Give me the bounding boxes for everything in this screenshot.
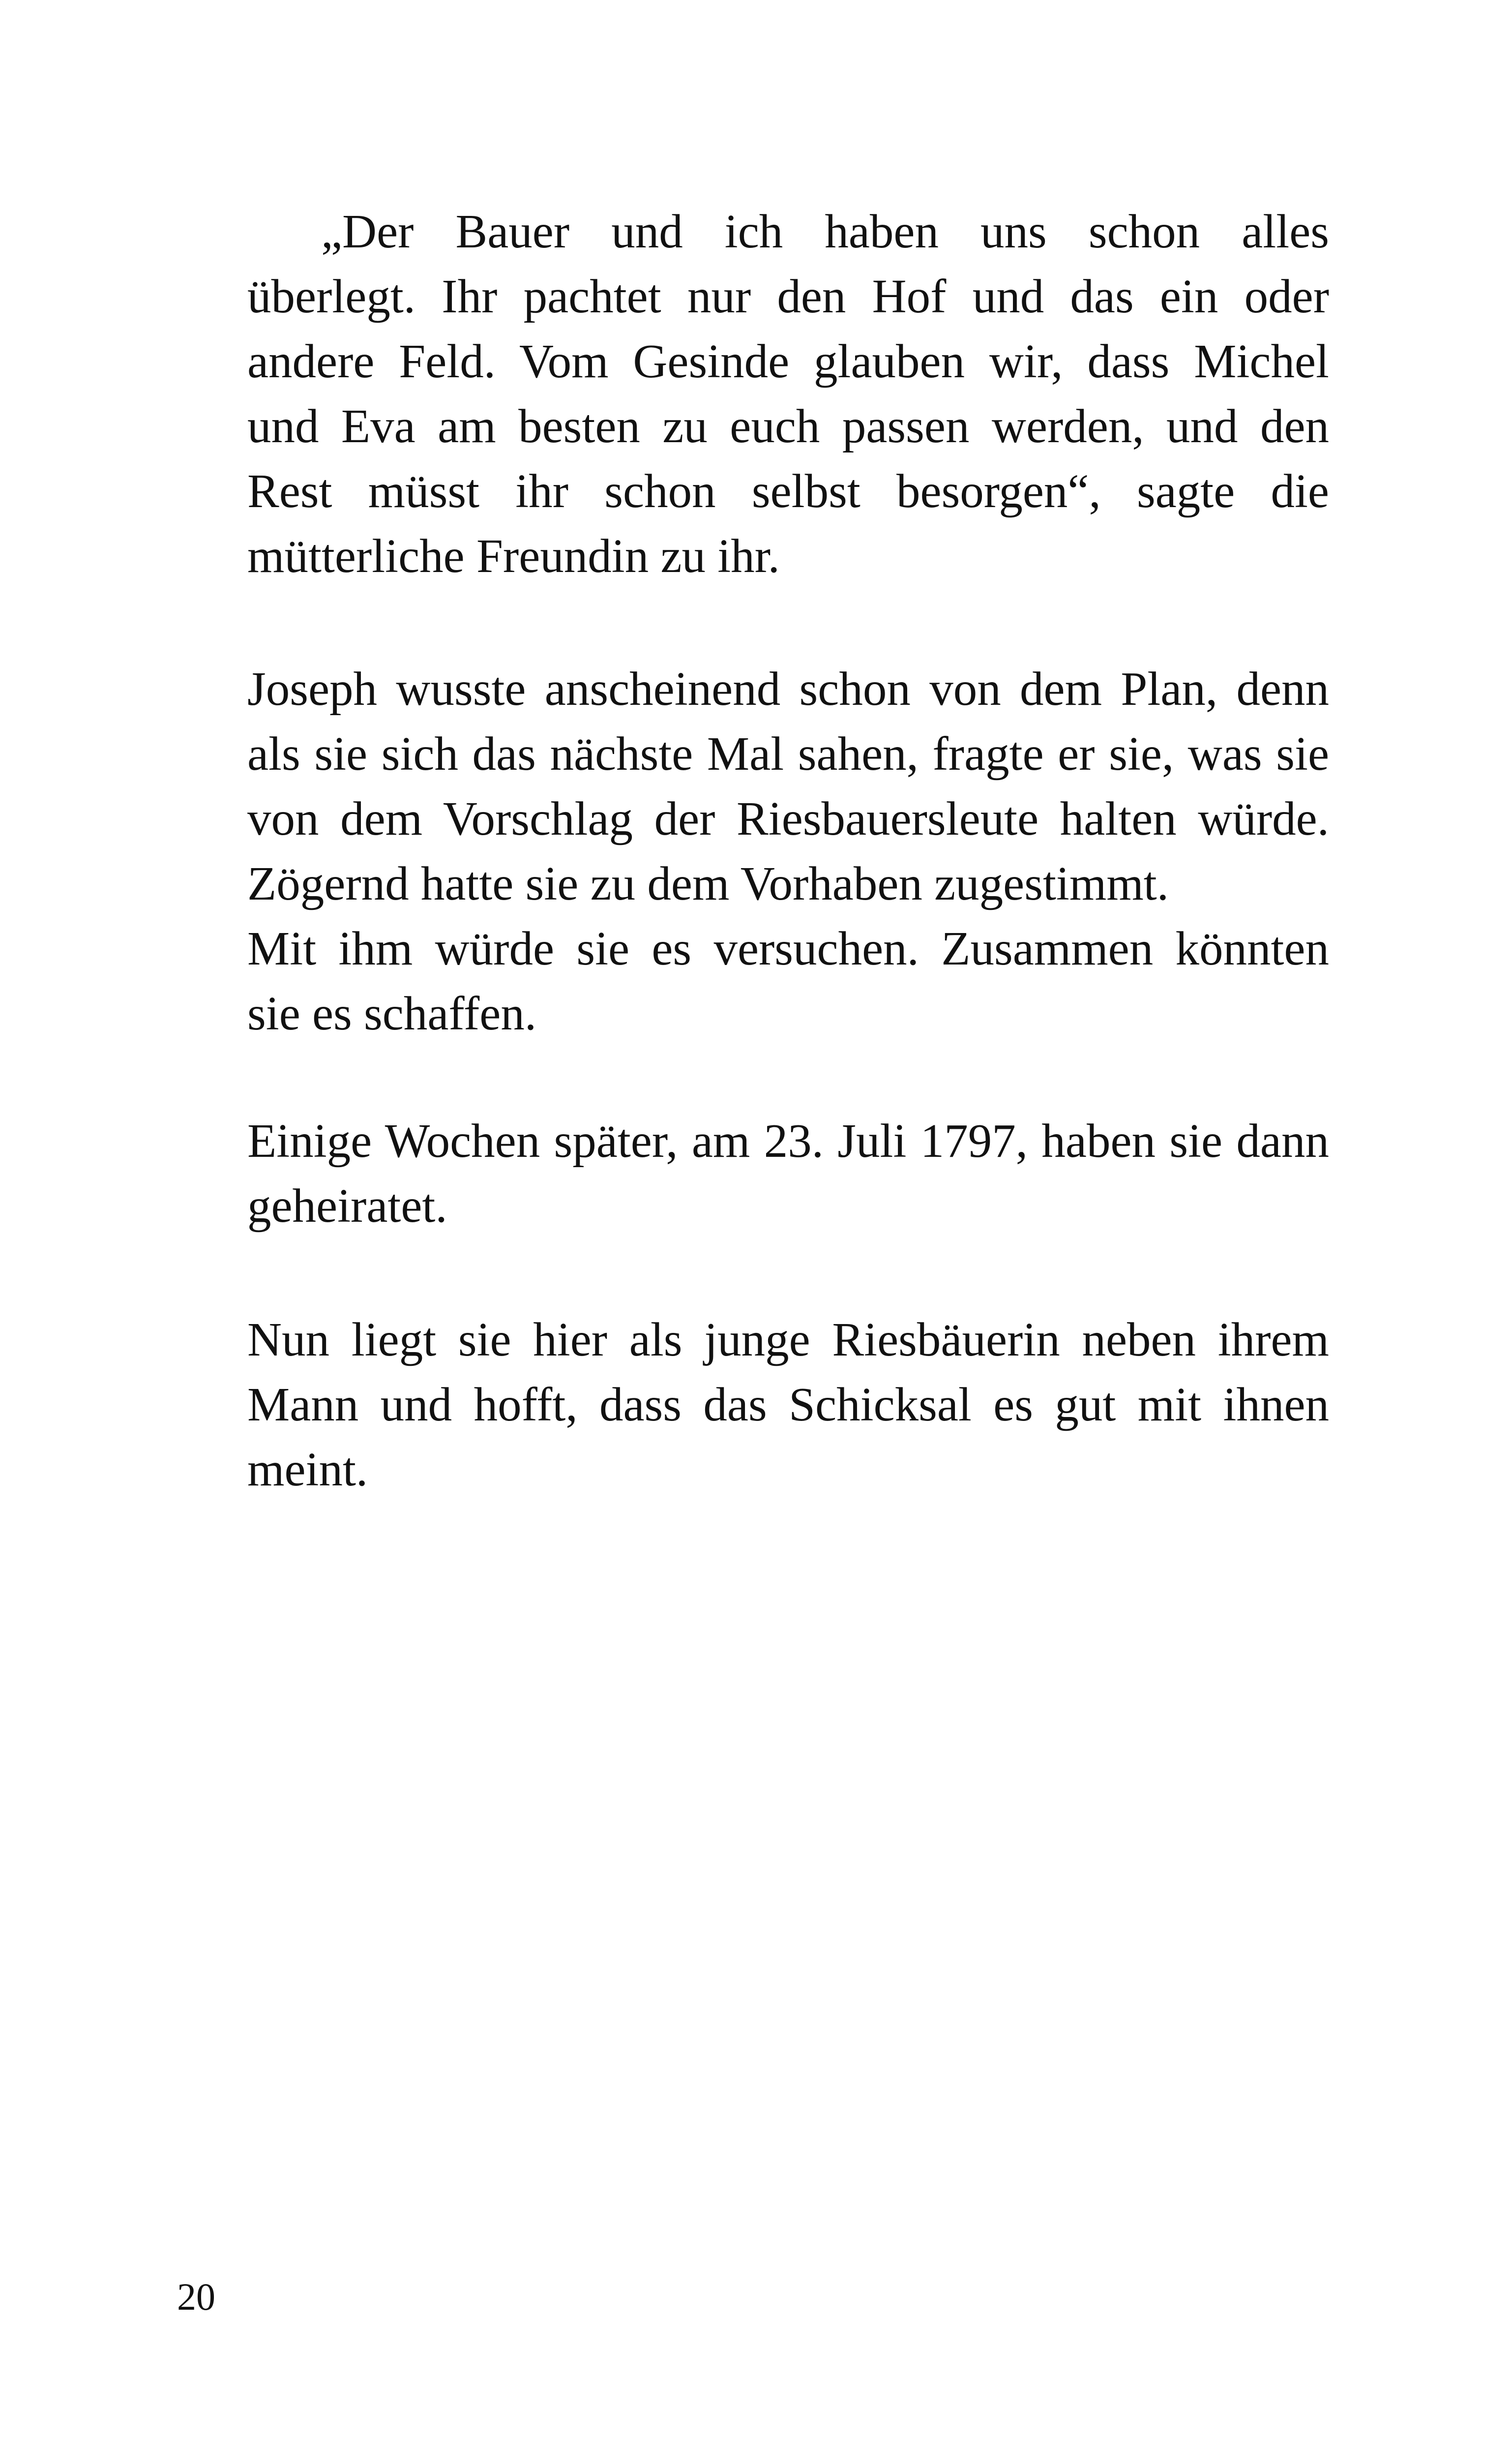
page-number: 20 — [177, 2275, 215, 2318]
text-line: überlegt. Ihr pachtet nur den Hof und das ein oder — [247, 270, 1329, 323]
text-line: Nun liegt sie hier als junge Riesbäuerin neben ihrem — [247, 1313, 1329, 1366]
paragraph-3 — [247, 1109, 1329, 1238]
paragraph-2 — [247, 657, 1329, 1046]
text-line: Zögernd hatte sie zu dem Vorhaben zugestimmt. — [247, 857, 1169, 910]
text-line: Mit ihm würde sie es versuchen. Zusammen könnten — [247, 922, 1329, 975]
text-line: von dem Vorschlag der Riesbauersleute halten würde. — [247, 792, 1329, 845]
text-line: Mann und hofft, dass das Schicksal es gut mit ihnen — [247, 1378, 1329, 1431]
text-line: andere Feld. Vom Gesinde glauben wir, dass Michel — [247, 335, 1329, 388]
paragraph-4 — [247, 1307, 1329, 1502]
text-line: als sie sich das nächste Mal sahen, fragte er sie, was sie — [247, 727, 1329, 780]
text-line: Einige Wochen später, am 23. Juli 1797, haben sie dann — [247, 1115, 1329, 1167]
paragraph-1 — [247, 199, 1329, 589]
text-line: Rest müsst ihr schon selbst besorgen“, sagte die — [247, 465, 1329, 517]
text-line: „Der Bauer und ich haben uns schon alles — [321, 205, 1329, 258]
text-line: geheiratet. — [247, 1179, 447, 1232]
text-line: Joseph wusste anscheinend schon von dem Plan, denn — [247, 663, 1329, 715]
text-line: sie es schaffen. — [247, 987, 537, 1040]
text-line: meint. — [247, 1443, 368, 1496]
text-line: und Eva am besten zu euch passen werden, und den — [247, 400, 1329, 452]
text-line: mütterliche Freundin zu ihr. — [247, 530, 780, 582]
